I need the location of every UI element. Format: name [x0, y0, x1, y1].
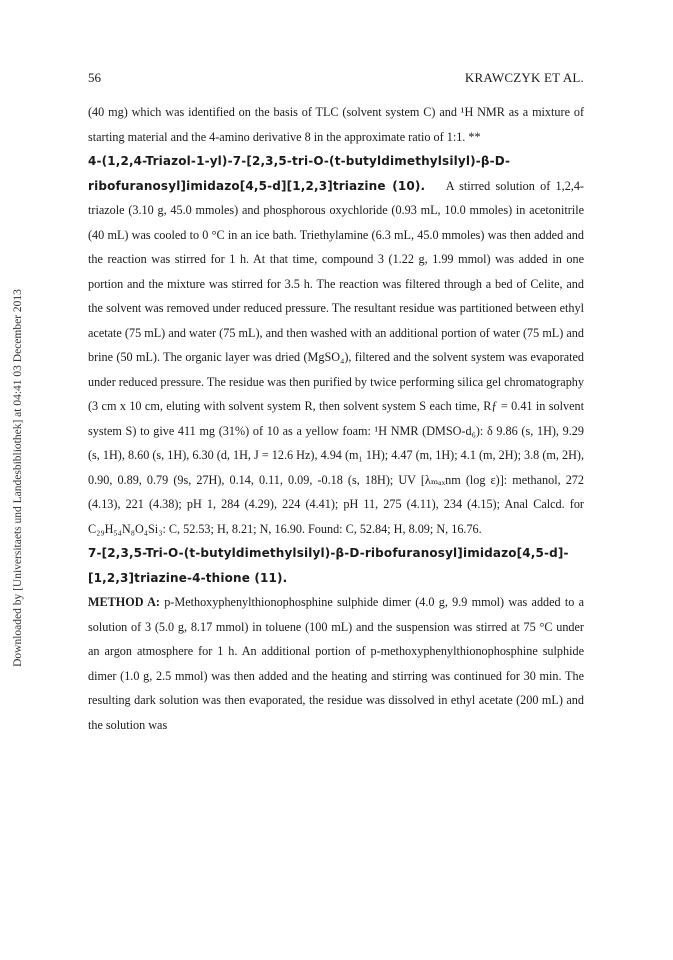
- compound-10-procedure: A stirred solution of 1,2,4-triazole (3.10 g, 45.0 mmoles) and phosphorous oxychloride (0.93 mL, 10.0 mmoles) in acetonitrile (40 mL) was cooled to 0 °C in an ice bath. Triethylamine (6.3 mL, 45.0 mmoles) was then added and the reaction was stirred for 1 h. At that time, compound 3 (1.22 g, 1.99 mmol) was added in one portion and the mixture was stirred for 3.5 h. The reaction was filtered through a bed of Celite, and the solvent was removed under reduced pressure. The resultant residue was partitioned between ethyl acetate (75 mL) and water (75 mL), and then washed with an additional portion of water (75 mL) and brine (50 mL). The organic layer was dried (MgSO₄), filtered and the solvent system was evaporated under reduced pressure. The residue was then purified by twice performing silica gel chromatography (3 cm x 10 cm, eluting with solvent system R, then solvent system S each time, Rƒ = 0.41 in solvent system S) to give 411 mg (31%) of 10 as a yellow foam: ¹H NMR (DMSO-d₆): δ 9.86 (s, 1H), 9.29 (s, 1H), 8.60 (s, 1H), 6.30 (d, 1H, J = 12.6 Hz), 4.94 (m₁ 1H); 4.47 (m, 1H); 4.1 (m, 2H); 3.8 (m, 2H), 0.90, 0.89, 0.79 (9s, 27H), 0.14, 0.11, 0.09, -0.18 (s, 18H); UV [λₘₐₓnm (log ε)]: methanol, 272 (4.13), 221 (4.38); pH 1, 284 (4.29), 224 (4.41); pH 11, 275 (4.11), 234 (4.15); Anal Calcd. for C₂₉H₅₄N₈O₄Si₃: C, 52.53; H, 8.21; N, 16.90. Found: C, 52.84; H, 8.09; N, 16.76.: [88, 178, 584, 536]
- intro-paragraph: (40 mg) which was identified on the basis of TLC (solvent system C) and ¹H NMR as a mixture of starting material and the 4-amino derivative 8 in the approximate ratio of 1:1. **: [88, 105, 584, 144]
- download-watermark-text: Downloaded by [Universitaets und Landesbibliothek] at 04:41 03 December 2013: [12, 289, 24, 667]
- download-watermark: [6, 158, 30, 798]
- page-number: 56: [88, 70, 101, 85]
- method-a-paragraph: [88, 590, 584, 737]
- method-a-label: METHOD A:: [88, 595, 160, 609]
- compound-10-heading: 4-(1,2,4-Triazol-1-yl)-7-[2,3,5-tri-O-(t-butyldimethylsilyl)-β-D-ribofuranosyl]imidazo[4,5-d][1,2,3]triazine (10).: [88, 154, 511, 193]
- page-body: [88, 100, 584, 737]
- compound-10-paragraph: [88, 149, 584, 541]
- running-head: KRAWCZYK ET AL.: [464, 70, 584, 85]
- compound-11-heading: 7-[2,3,5-Tri-O-(t-butyldimethylsilyl)-β-D-ribofuranosyl]imidazo[4,5-d]-[1,2,3]triazine-4-thione (11).: [88, 546, 569, 585]
- method-a-procedure: p-Methoxyphenylthionophosphine sulphide dimer (4.0 g, 9.9 mmol) was added to a solution of 3 (5.0 g, 8.17 mmol) in toluene (100 mL) and the suspension was stirred at 75 °C under an argon atmosphere for 1 h. An additional portion of p-methoxyphenylthionophosphine sulphide dimer (1.0 g, 2.5 mmol) was then added and the heating and stirring was continued for 30 min. The resulting dark solution was then evaporated, the residue was dissolved in ethyl acetate (200 mL) and the solution was: [88, 595, 584, 732]
